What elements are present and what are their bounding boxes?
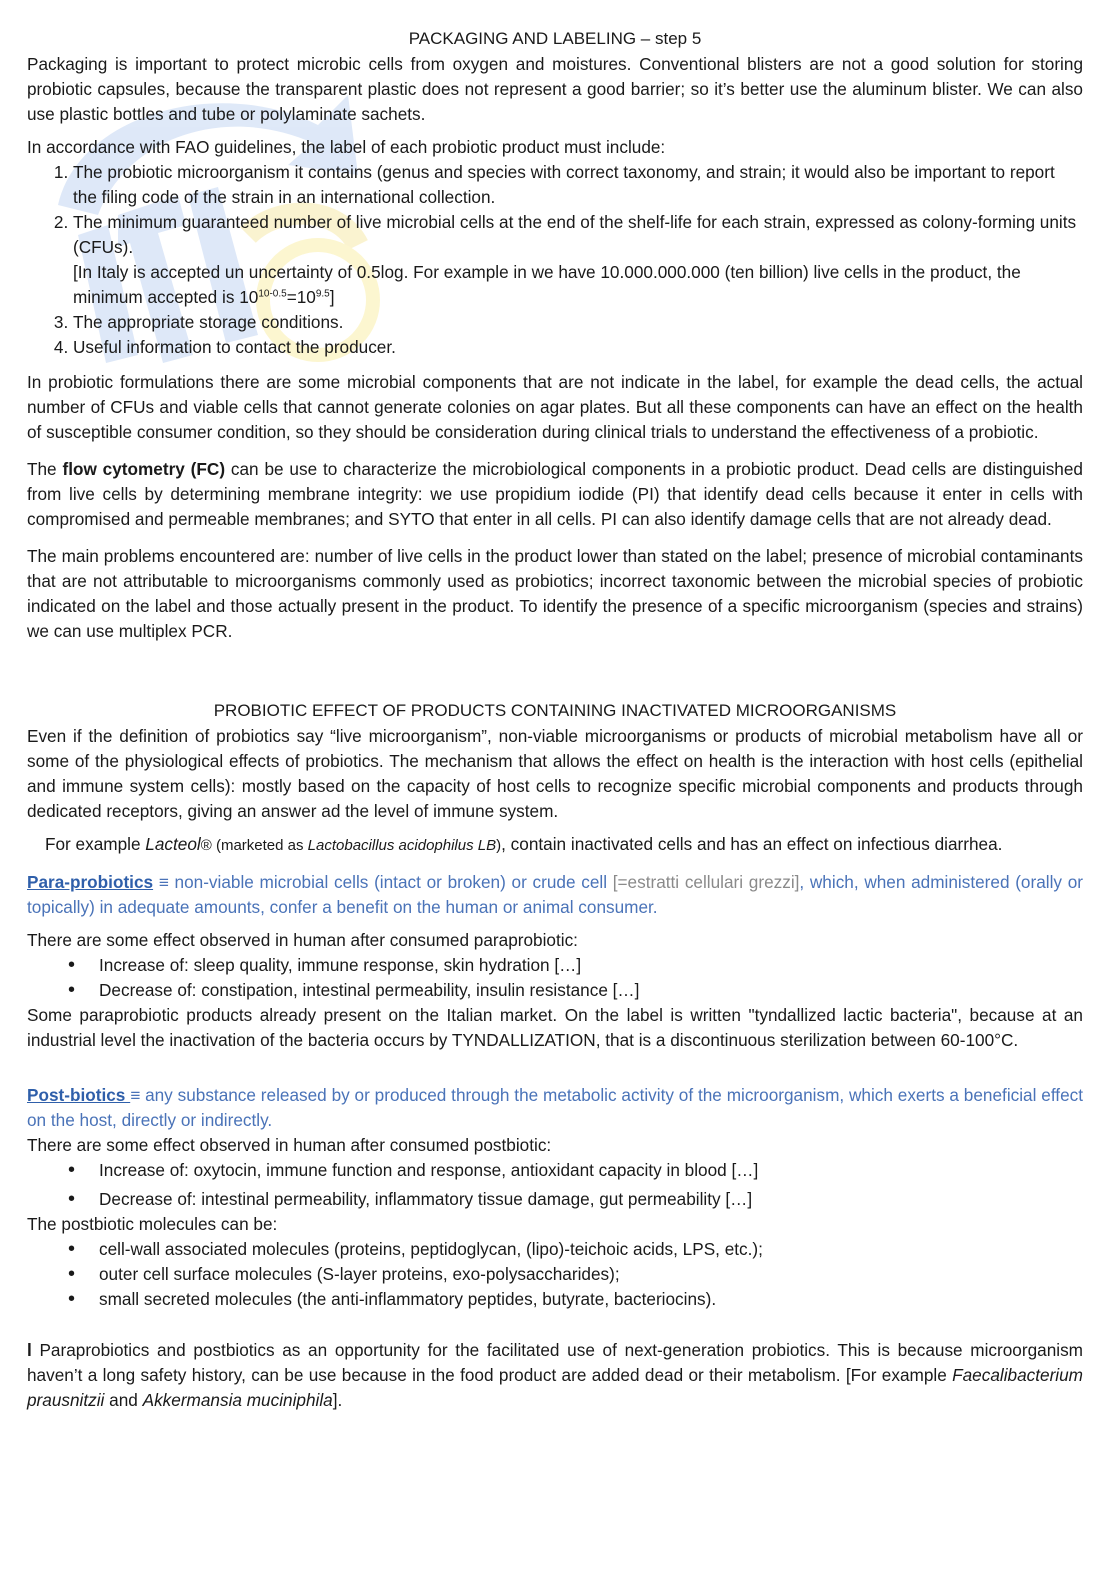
list-item: • Increase of: sleep quality, immune response, skin hydration […] <box>99 953 1083 978</box>
list-item: • Increase of: oxytocin, immune function and response, antioxidant capacity in blood […] <box>99 1158 1083 1183</box>
paraprobiotics-effects-list <box>27 953 1083 1003</box>
paragraph-packaging: Packaging is important to protect microbic cells from oxygen and moistures. Conventional blisters are not a good solution for storing probiotic capsules, because the transparent plastic does not represent a good barrier; so it’s better use the aluminum blister. We can also use plastic bottles and tube or polylaminate sachets. <box>27 54 1083 124</box>
list-item: 3. The appropriate storage conditions. <box>73 310 1083 335</box>
document-page <box>27 26 1083 1413</box>
list-item: 1. The probiotic microorganism it contains (genus and species with correct taxonomy, and strain; it would also be important to report the filing code of the strain in an international collection. <box>73 160 1083 210</box>
paragraph-definition: Even if the definition of probiotics say “live microorganism”, non-viable microorganisms or products of microbial metabolism have all or some of the physiological effects of probiotics. The mechanism that allows the effect on health is the interaction with host cells (epithelial and immune system cells): mostly based on the capacity of host cells to recognize specific microbial components and products through dedicated receptors, giving an answer ad the level of immune system. <box>27 726 1083 821</box>
paragraph-next-generation: l Paraprobiotics and postbiotics as an opportunity for the facilitated use of next-generation probiotics. This is because microorganism haven’t a long safety history, can be use because in the food product are added dead or their metabolism. [For example Faecalibacterium prausnitzii and Akkermansia muciniphila]. <box>27 1340 1083 1410</box>
section-title-packaging: PACKAGING AND LABELING – step 5 <box>408 29 702 48</box>
postbiotics-intro: There are some effect observed in human after consumed postbiotic: <box>27 1135 552 1155</box>
list-item: 2. The minimum guaranteed number of live microbial cells at the end of the shelf-life for each strain, expressed as colony-forming units (CFUs). [In Italy is accepted un uncertainty of 0.5log. For example in we have 10.000.000.000 (ten billion) live cells in the product, the minimum accepted is $10^{10-0.5}=10^{9.5}$] <box>73 210 1083 310</box>
paragraph-fao: In accordance with FAO guidelines, the label of each probiotic product must include: <box>27 137 666 157</box>
paragraph-problems: The main problems encountered are: number of live cells in the product lower than stated on the label; presence of microbial contaminants that are not attributable to microorganisms commonly used as probiotics; incorrect taxonomic between the microbial species of probiotic indicated on the label and those actually present in the product. To identify the presence of a specific microorganism (species and strains) we can use multiplex PCR. <box>27 546 1083 641</box>
postbiotics-effects-list <box>27 1158 1083 1212</box>
paragraph-formulations: In probiotic formulations there are some microbial components that are not indicate in the label, for example the dead cells, the actual number of CFUs and viable cells that cannot generate colonies on agar plates. But all these components can have an effect on the health of susceptible consumer condition, so they should be consideration during clinical trials to understand the effectiveness of a probiotic. <box>27 372 1083 442</box>
postbiotics-definition: Post-biotics ≡ any substance released by or produced through the metabolic activity of the microorganism, which exerts a beneficial effect on the host, directly or indirectly. <box>27 1085 1083 1130</box>
term-flow-cytometry: flow cytometry (FC) <box>62 459 226 479</box>
label-requirements-list <box>27 160 1083 360</box>
list-item: • Decrease of: constipation, intestinal permeability, insulin resistance […] <box>99 978 1083 1003</box>
molecules-list <box>27 1237 1083 1312</box>
paraprobiotics-intro: There are some effect observed in human after consumed paraprobiotic: <box>27 930 578 950</box>
molecules-intro: The postbiotic molecules can be: <box>27 1214 278 1234</box>
paragraph-flow-cytometry: The flow cytometry (FC) can be use to characterize the microbiological components in a probiotic product. Dead cells are distinguished from live cells by determining membrane integrity: we use propidium iodide (PI) that identify dead cells because it enter in cells with compromised and permeable membranes; and SYTO that enter in all cells. PI can also identify damage cells that are not already dead. <box>27 459 1083 529</box>
list-item: • cell-wall associated molecules (proteins, peptidoglycan, (lipo)-teichoic acids, LPS, etc.); <box>99 1237 1083 1262</box>
list-item: • small secreted molecules (the anti-inflammatory peptides, butyrate, bacteriocins). <box>99 1287 1083 1312</box>
uncertainty-note: [In Italy is accepted un uncertainty of 0.5log. For example in we have 10.000.000.000 (ten billion) live cells in the product, the minimum accepted is $10^{10-0.5}=10^{9.5}$] <box>73 262 1021 307</box>
list-item: • outer cell surface molecules (S-layer proteins, exo-polysaccharides); <box>99 1262 1083 1287</box>
paraprobiotics-definition: Para-probiotics ≡ non-viable microbial cells (intact or broken) or crude cell [=estratti cellulari grezzi], which, when administered (orally or topically) in adequate amounts, confer a benefit on the human or animal consumer. <box>27 872 1083 917</box>
list-item: • Decrease of: intestinal permeability, inflammatory tissue damage, gut permeability […] <box>99 1187 1083 1212</box>
paragraph-example: For example Lacteol® (marketed as Lactobacillus acidophilus LB), contain inactivated cells and has an effect on infectious diarrhea. <box>45 834 1003 854</box>
paraprobiotics-link[interactable]: Para-probiotics <box>27 872 154 892</box>
section-title-inactivated: PROBIOTIC EFFECT OF PRODUCTS CONTAINING INACTIVATED MICROORGANISMS <box>213 701 897 720</box>
postbiotics-link[interactable]: Post-biotics <box>27 1085 131 1105</box>
list-item: 4. Useful information to contact the producer. <box>73 335 1083 360</box>
paraprobiotics-market: Some paraprobiotic products already present on the Italian market. On the label is written "tyndallized lactic bacteria", because at an industrial level the inactivation of the bacteria occurs by TYNDALLIZATION, that is a discontinuous sterilization between 60-100°C. <box>27 1005 1083 1050</box>
